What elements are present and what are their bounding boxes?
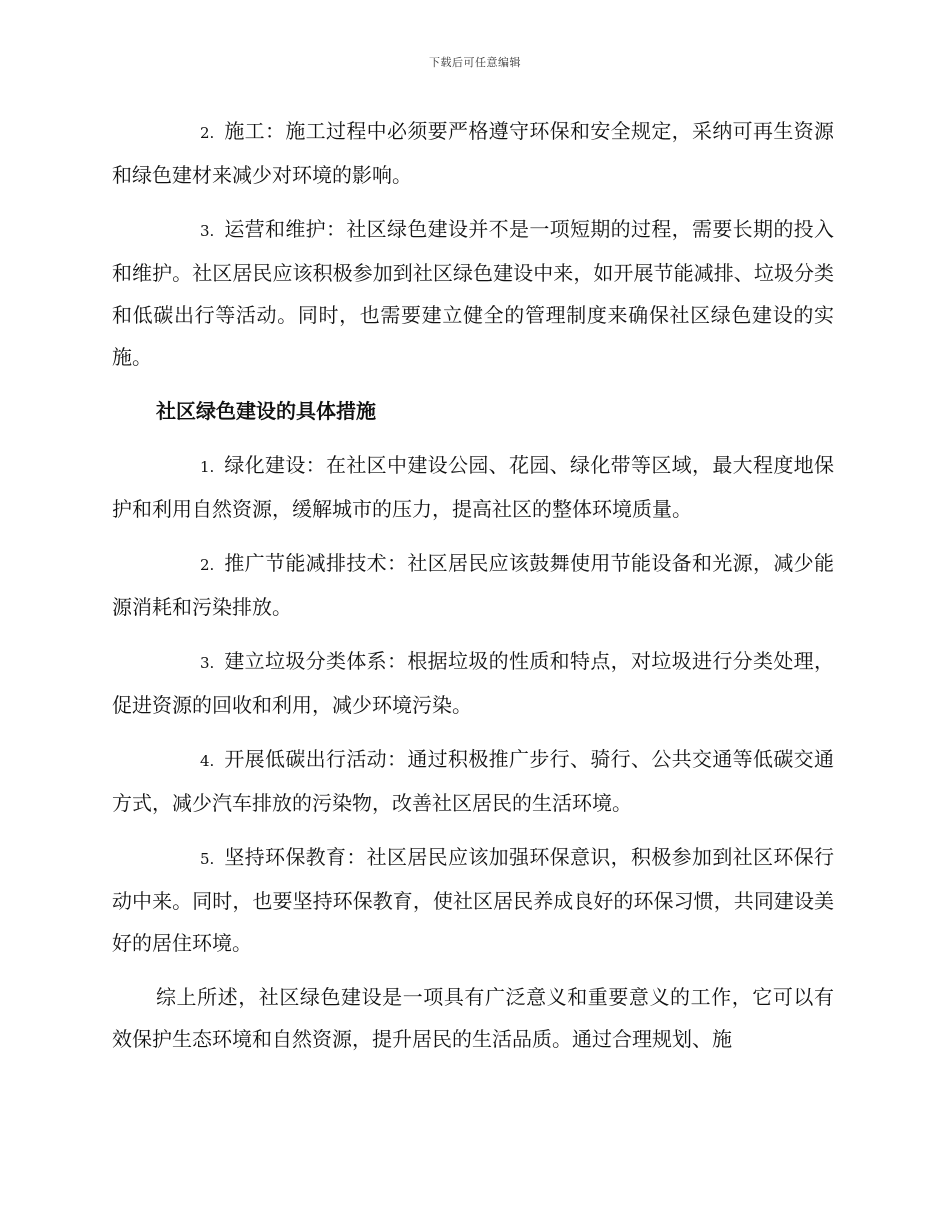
list-item-text: 施工：施工过程中必须要严格遵守环保和安全规定，采纳可再生资源和绿色建材来减少对环境的影响。 (112, 119, 834, 187)
list-item (112, 110, 834, 196)
list-item-number: 3. (200, 654, 215, 672)
conclusion-paragraph: 综上所述，社区绿色建设是一项具有广泛意义和重要意义的工作，它可以有效保护生态环境和自然资源，提升居民的生活品质。通过合理规划、施 (112, 985, 834, 1051)
list-item (112, 208, 834, 378)
list-item-number: 1. (200, 458, 215, 476)
list-item-number: 5. (200, 850, 215, 868)
page-header: 下载后可任意编辑 (429, 56, 521, 69)
list-item-text: 坚持环保教育：社区居民应该加强环保意识，积极参加到社区环保行动中来。同时，也要坚持环保教育，使社区居民养成良好的环保习惯，共同建设美好的居住环境。 (112, 845, 834, 955)
list-item (112, 542, 834, 628)
list-item-text: 运营和维护：社区绿色建设并不是一项短期的过程，需要长期的投入和维护。社区居民应该积极参加到社区绿色建设中来，如开展节能减排、垃圾分类和低碳出行等活动。同时，也需要建立健全的管理制度来确保社区绿色建设的实施。 (112, 217, 834, 369)
document-body (112, 110, 834, 1072)
list-item (112, 444, 834, 530)
list-item (112, 738, 834, 824)
list-item-text: 建立垃圾分类体系：根据垃圾的性质和特点，对垃圾进行分类处理，促进资源的回收和利用，减少环境污染。 (112, 649, 834, 717)
list-item (112, 640, 834, 726)
list-item-text: 推广节能减排技术：社区居民应该鼓舞使用节能设备和光源，减少能源消耗和污染排放。 (112, 551, 834, 619)
list-item-number: 4. (200, 752, 215, 770)
section-heading: 社区绿色建设的具体措施 (156, 399, 376, 423)
list-item-text: 开展低碳出行活动：通过积极推广步行、骑行、公共交通等低碳交通方式，减少汽车排放的污染物，改善社区居民的生活环境。 (112, 747, 834, 815)
list-item-number: 3. (200, 222, 215, 240)
list-item-text: 绿化建设：在社区中建设公园、花园、绿化带等区域，最大程度地保护和利用自然资源，缓解城市的压力，提高社区的整体环境质量。 (112, 453, 834, 521)
list-item-number: 2. (200, 556, 215, 574)
list-item-number: 2. (200, 124, 215, 142)
list-item (112, 836, 834, 964)
